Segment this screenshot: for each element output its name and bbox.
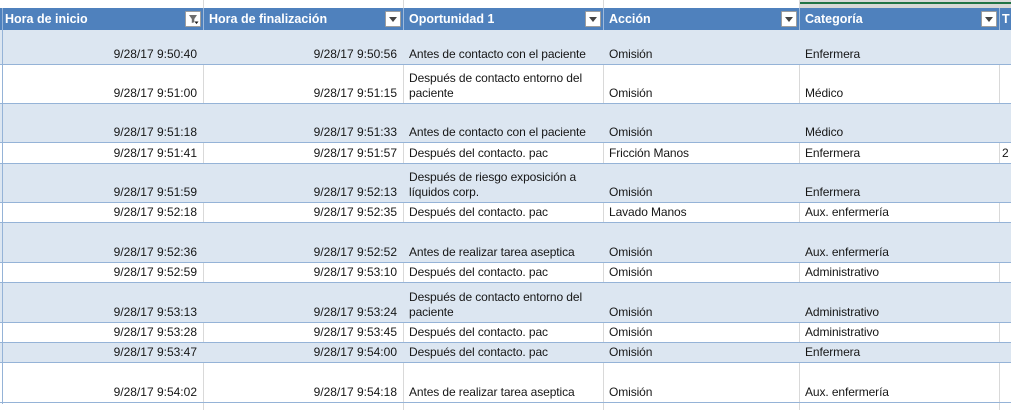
cell[interactable]: 2 [1002, 146, 1009, 160]
column-header-1[interactable] [0, 8, 204, 30]
chevron-down-icon [985, 17, 993, 22]
row-above-header [0, 0, 1011, 8]
cell[interactable]: 9/28/17 9:53:13 [113, 305, 197, 319]
filter-dropdown-icon[interactable] [385, 11, 401, 27]
cell[interactable]: Después del contacto. pac [409, 345, 548, 359]
cell[interactable]: Omisión [609, 345, 653, 359]
partial-bottom-row [0, 403, 1011, 410]
table-row [0, 323, 1011, 343]
column-header-3[interactable] [404, 8, 604, 30]
cell[interactable]: 9/28/17 9:53:24 [313, 305, 397, 319]
cell[interactable]: Fricción Manos [604, 143, 800, 163]
selected-cell-above-header[interactable] [800, 0, 1011, 8]
cell[interactable]: Omisión [604, 65, 800, 103]
cell[interactable]: Después de contacto entorno del paciente [404, 65, 604, 103]
cell[interactable]: Antes de contacto con el paciente [409, 47, 586, 61]
cell[interactable]: 9/28/17 9:53:45 [204, 323, 404, 342]
cell[interactable]: Antes de realizar tarea aseptica [404, 363, 604, 402]
sheet-cell [204, 0, 404, 8]
cell[interactable]: 9/28/17 9:51:33 [313, 125, 397, 139]
cell[interactable]: 9/28/17 9:51:00 [0, 65, 204, 103]
cell[interactable]: 9/28/17 9:54:02 [0, 363, 204, 402]
cell[interactable]: 9/28/17 9:50:56 [313, 47, 397, 61]
table-row [0, 65, 1011, 104]
cell[interactable] [1000, 65, 1011, 103]
sheet-cell [0, 403, 204, 410]
selection-border [800, 2, 1011, 4]
column-header-label: Hora de finalización [209, 12, 328, 26]
column-header-label: T [1002, 12, 1010, 26]
filter-applied-icon[interactable] [185, 11, 201, 27]
table-row [0, 104, 1011, 143]
sheet-cell [404, 403, 604, 410]
cell[interactable] [1000, 104, 1011, 142]
filter-dropdown-icon[interactable] [585, 11, 601, 27]
cell[interactable]: Lavado Manos [604, 203, 800, 222]
cell[interactable]: Enfermera [805, 185, 861, 199]
cell[interactable]: Omisión [604, 323, 800, 342]
table-row [0, 143, 1011, 164]
column-header-label: Hora de inicio [5, 12, 88, 26]
cell[interactable] [1000, 223, 1011, 262]
cell[interactable]: 9/28/17 9:54:18 [204, 363, 404, 402]
cell[interactable]: Después del contacto. pac [404, 203, 604, 222]
column-header-5[interactable] [800, 8, 1000, 30]
cell[interactable]: Aux. enfermería [800, 203, 1000, 222]
cell[interactable] [1000, 203, 1011, 222]
cell[interactable]: 9/28/17 9:54:00 [313, 345, 397, 359]
table-row [0, 223, 1011, 263]
table-row [0, 164, 1011, 203]
cell[interactable]: Omisión [609, 305, 653, 319]
cell[interactable]: 9/28/17 9:52:13 [313, 185, 397, 199]
cell[interactable] [1000, 164, 1011, 202]
cell[interactable]: Antes de contacto con el paciente [409, 125, 586, 139]
cell[interactable]: 9/28/17 9:52:18 [0, 203, 204, 222]
chevron-down-icon [389, 17, 397, 22]
cell[interactable]: Omisión [609, 185, 653, 199]
sheet-cell [604, 0, 800, 8]
cell[interactable]: 9/28/17 9:52:52 [313, 245, 397, 259]
cell[interactable]: Después del contacto. pac [404, 323, 604, 342]
table-row [0, 263, 1011, 283]
column-header-6[interactable] [1000, 8, 1011, 30]
table-row [0, 343, 1011, 363]
cell[interactable]: Después de contacto entorno del paciente [409, 290, 583, 319]
sheet-cell [0, 0, 204, 8]
cell[interactable]: 9/28/17 9:51:59 [113, 185, 197, 199]
cell[interactable] [1000, 363, 1011, 402]
cell[interactable]: Enfermera [805, 47, 861, 61]
filter-dropdown-icon[interactable] [781, 11, 797, 27]
cell[interactable]: Enfermera [805, 345, 861, 359]
cell[interactable]: 9/28/17 9:52:36 [113, 245, 197, 259]
table-header-row [0, 8, 1011, 30]
cell[interactable] [1000, 323, 1011, 342]
column-header-4[interactable] [604, 8, 800, 30]
cell[interactable]: Antes de realizar tarea aseptica [409, 245, 575, 259]
cell[interactable]: Médico [805, 125, 844, 139]
cell[interactable]: Omisión [609, 47, 653, 61]
cell[interactable]: 9/28/17 9:50:40 [113, 47, 197, 61]
table-row [0, 30, 1011, 65]
cell[interactable]: Omisión [609, 125, 653, 139]
cell[interactable]: 9/28/17 9:51:57 [204, 143, 404, 163]
cell[interactable]: Después del contacto. pac [404, 143, 604, 163]
cell[interactable]: Administrativo [805, 305, 879, 319]
filter-dropdown-icon[interactable] [981, 11, 997, 27]
sheet-cell [604, 403, 800, 410]
column-header-label: Oportunidad 1 [409, 12, 495, 26]
cell[interactable]: Enfermera [800, 143, 1000, 163]
chevron-down-icon [785, 17, 793, 22]
cell[interactable]: Médico [800, 65, 1000, 103]
table-row [0, 203, 1011, 223]
column-header-2[interactable] [204, 8, 404, 30]
cell[interactable]: 9/28/17 9:51:15 [204, 65, 404, 103]
cell[interactable]: 9/28/17 9:51:18 [113, 125, 197, 139]
sheet-cell [800, 403, 1000, 410]
cell[interactable] [1000, 343, 1011, 362]
cell[interactable]: 9/28/17 9:52:59 [0, 263, 204, 282]
cell[interactable]: Después de riesgo exposición a líquidos corp. [409, 170, 577, 199]
cell[interactable]: Aux. enfermería [805, 245, 889, 259]
cell[interactable]: 9/28/17 9:52:35 [204, 203, 404, 222]
cell[interactable]: 9/28/17 9:53:47 [113, 345, 197, 359]
column-header-label: Categoría [805, 12, 863, 26]
cell[interactable]: Omisión [609, 245, 653, 259]
cell[interactable]: Omisión [604, 363, 800, 402]
table-row [0, 283, 1011, 323]
cell[interactable]: Omisión [604, 263, 800, 282]
cell[interactable]: 9/28/17 9:51:41 [0, 143, 204, 163]
cell[interactable] [1000, 30, 1011, 64]
column-header-label: Acción [609, 12, 651, 26]
sheet-cell [204, 403, 404, 410]
cell[interactable]: Aux. enfermería [800, 363, 1000, 402]
cell[interactable]: Administrativo [800, 263, 1000, 282]
cell[interactable]: Administrativo [800, 323, 1000, 342]
cell[interactable] [1000, 263, 1011, 282]
cell[interactable]: 9/28/17 9:53:28 [0, 323, 204, 342]
chevron-down-icon [589, 17, 597, 22]
cell[interactable] [1000, 283, 1011, 322]
table-row [0, 363, 1011, 403]
cell[interactable]: 9/28/17 9:53:10 [204, 263, 404, 282]
cell[interactable]: Después del contacto. pac [404, 263, 604, 282]
table-body [0, 30, 1011, 403]
sheet-cell [404, 0, 604, 8]
